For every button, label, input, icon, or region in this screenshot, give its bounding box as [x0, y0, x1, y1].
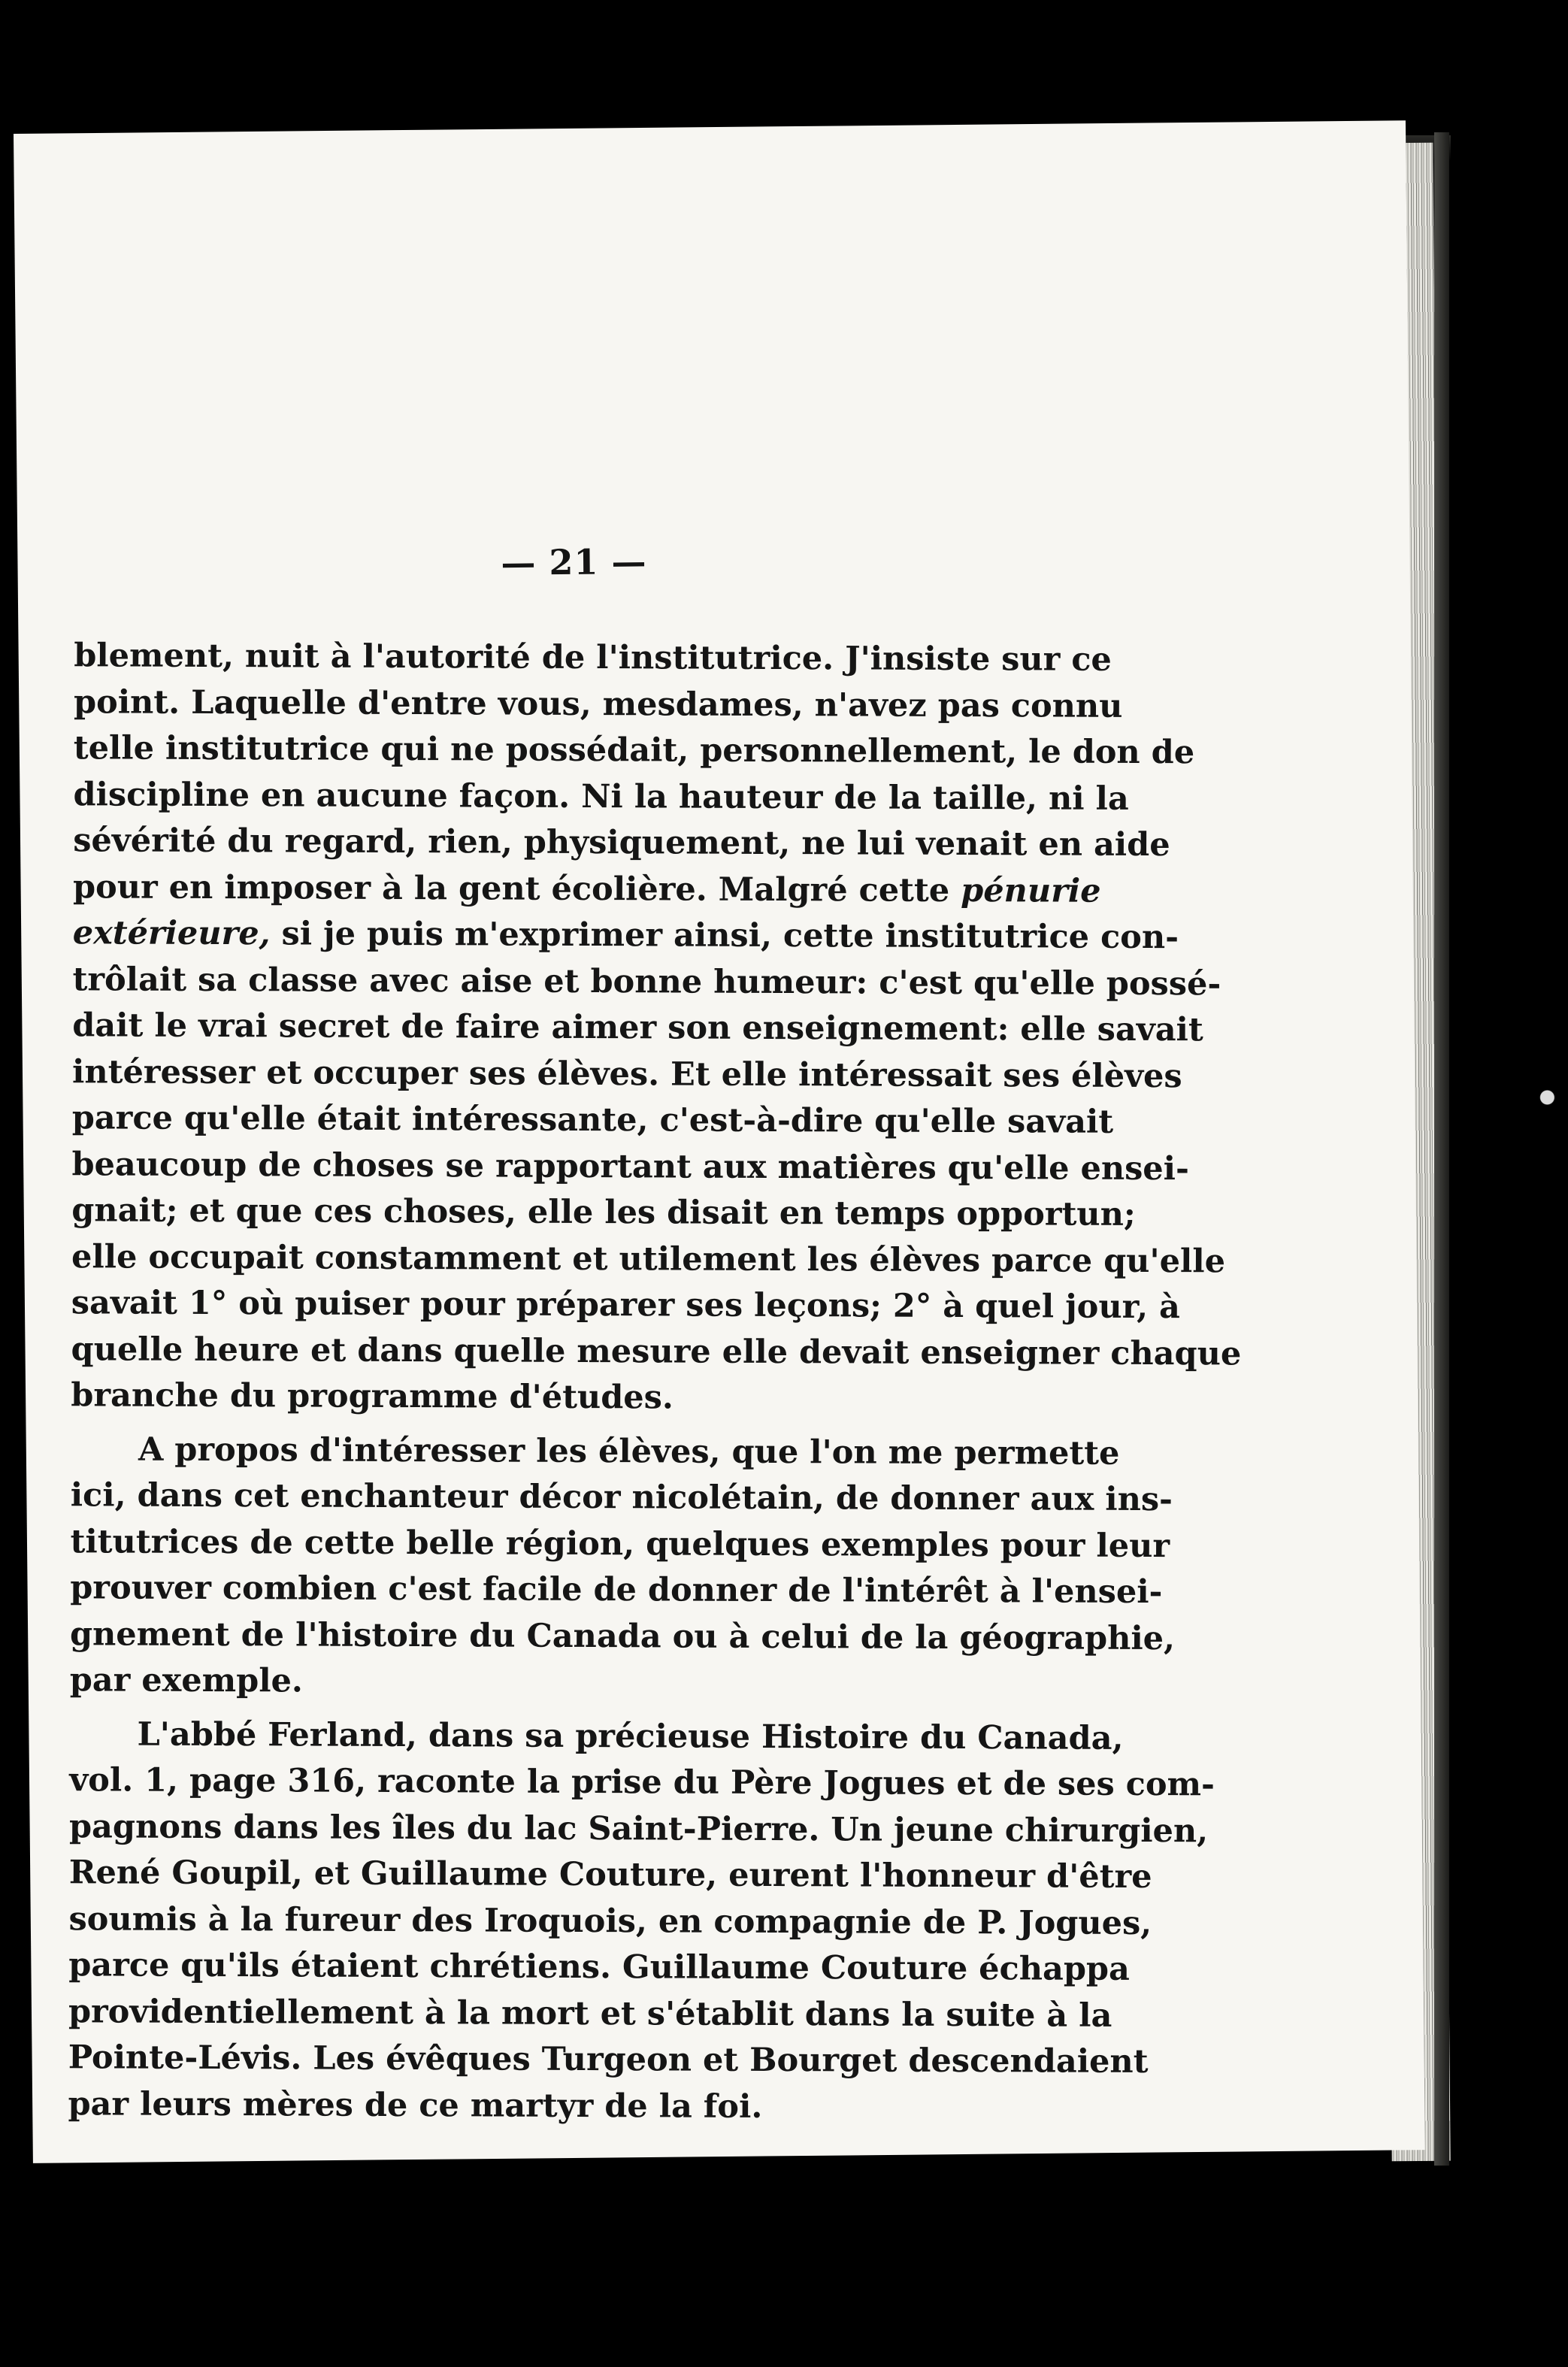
text-line: beaucoup de choses se rapportant aux matières qu'elle ensei-: [71, 1145, 1190, 1188]
text-line: vol. 1, page 316, raconte la prise du Père Jogues et de ses com-: [69, 1761, 1215, 1804]
text-line: soumis à la fureur des Iroquois, en compagnie de P. Jogues,: [68, 1899, 1152, 1942]
text-line: par exemple.: [69, 1661, 304, 1700]
text-line: titutrices de cette belle région, quelques exemples pour leur: [70, 1522, 1170, 1565]
scan-speck: [1533, 1082, 1568, 1112]
text-line: Pointe-Lévis. Les évêques Turgeon et Bourget descendaient: [68, 2039, 1149, 2081]
text-line: providentiellement à la mort et s'établit dans la suite à la: [68, 1992, 1112, 2035]
text-line: par leurs mères de ce martyr de la foi.: [68, 2084, 763, 2126]
text-line: gnement de l'histoire du Canada ou à celui de la géographie,: [69, 1615, 1176, 1657]
italic-term: extérieure,: [72, 914, 271, 953]
book-edge-shadow: [1434, 132, 1449, 2166]
text-line: parce qu'elle était intéressante, c'est-à-dire qu'elle savait: [71, 1099, 1114, 1141]
text-line-with-italic: [72, 864, 1101, 915]
text-line: sévérité du regard, rien, physiquement, ne lui venait en aide: [73, 822, 1170, 864]
text-line: gnait; et que ces choses, elle les disait en temps opportun;: [71, 1191, 1136, 1233]
text-line: point. Laquelle d'entre vous, mesdames, n'avez pas connu: [73, 683, 1123, 725]
text-fragment: pour en imposer à la gent écolière. Malgré cette: [72, 867, 950, 910]
text-line: branche du programme d'études.: [71, 1376, 674, 1417]
page-body-text: [68, 633, 1242, 2131]
paragraph-2: [69, 1427, 1176, 1708]
text-line: telle institutrice qui ne possédait, personnellement, le don de: [73, 729, 1195, 772]
text-line: elle occupait constamment et utilement les élèves parce qu'elle: [71, 1237, 1226, 1280]
text-line: pagnons dans les îles du lac Saint-Pierre. Un jeune chirurgien,: [68, 1807, 1209, 1850]
text-line-with-italic: [72, 910, 1179, 961]
text-line: René Goupil, et Guillaume Couture, eurent l'honneur d'être: [68, 1854, 1152, 1896]
italic-term: pénurie: [961, 871, 1101, 910]
paragraph-1: [71, 633, 1242, 1423]
text-line: discipline en aucune façon. Ni la hauteur de la taille, ni la: [73, 775, 1129, 818]
page-number: — 21 —: [501, 540, 647, 583]
text-line: L'abbé Ferland, dans sa précieuse Histoire du Canada,: [137, 1715, 1124, 1757]
text-fragment: si je puis m'exprimer ainsi, cette institutrice con-: [281, 915, 1179, 957]
text-line: parce qu'ils étaient chrétiens. Guillaume Couture échappa: [68, 1946, 1130, 1988]
text-line: trôlait sa classe avec aise et bonne humeur: c'est qu'elle possé-: [72, 960, 1221, 1003]
text-line: A propos d'intéresser les élèves, que l'on me permette: [138, 1430, 1120, 1473]
text-line: blement, nuit à l'autorité de l'institutrice. J'insiste sur ce: [74, 637, 1112, 679]
text-line: prouver combien c'est facile de donner de l'intérêt à l'ensei-: [70, 1569, 1163, 1612]
text-line: intéresser et occuper ses élèves. Et elle intéressait ses élèves: [71, 1052, 1182, 1095]
book-page: [14, 120, 1425, 2163]
text-line: savait 1° où puiser pour préparer ses leçons; 2° à quel jour, à: [71, 1284, 1181, 1327]
text-line: quelle heure et dans quelle mesure elle devait enseigner chaque: [71, 1330, 1242, 1373]
paragraph-3: [68, 1712, 1215, 2132]
text-line: dait le vrai secret de faire aimer son enseignement: elle savait: [72, 1006, 1203, 1049]
text-line: ici, dans cet enchanteur décor nicolétain, de donner aux ins-: [70, 1476, 1173, 1519]
